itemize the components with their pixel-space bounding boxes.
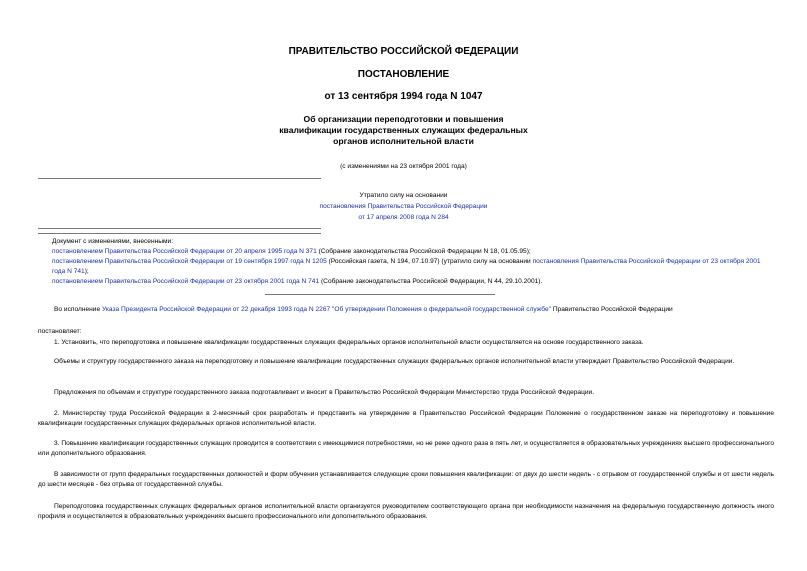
paragraph-5: 3. Повышение квалификации государственных служащих проводится в соответствии с имеющимися потребностями, но не реже одного раза в пять лет, и осуществляется в образовательных учреждениях высшего профессионального или дополнительного образования.: [38, 440, 774, 457]
divider: [38, 178, 321, 179]
change-link[interactable]: постановлением Правительства Российской Федерации от 19 сентября 1997 года N 1205: [52, 258, 327, 265]
document-type: ПОСТАНОВЛЕНИЕ: [357, 69, 450, 80]
decree-link[interactable]: Указа Президента Российской Федерации от 22 декабря 1993 года N 2267 "Об утверждении Положения о федеральной государственной службе": [101, 306, 551, 313]
document-title: [0, 114, 807, 147]
divider: [265, 294, 495, 295]
change-link[interactable]: постановлением Правительства Российской Федерации от 20 апреля 1995 года N 371: [52, 248, 317, 255]
divider: [38, 233, 321, 234]
paragraph-7: Переподготовка государственных служащих федеральных органов исполнительной власти организуется руководителем соответствующего органа при необходимости назначения на федеральную государственную должность иного профиля и осуществляется в образовательных учреждениях высшего профессионального или дополнительного образования.: [38, 503, 774, 520]
paragraph-6: В зависимости от групп федеральных государственных должностей и форм обучения устанавливается следующие сроки повышения квалификации: от двух до шести недель - с отрывом от государственной службы и от шести недель до шести месяцев - без отрыва от государственной службы.: [38, 471, 774, 488]
change-item: [52, 277, 774, 287]
change-link[interactable]: постановлением Правительства Российской Федерации от 23 октября 2001 года N 741: [52, 278, 320, 285]
resolves-label: постановляет:: [38, 328, 82, 335]
change-repeal-link[interactable]: постановления Правительства Российской Федерации от 23 октября 2001 года N 741: [52, 258, 761, 275]
paragraph-1: 1. Установить, что переподготовка и повышение квалификации государственных служащих федеральных органов исполнительной власти осуществляется на основе государственного заказа.: [54, 339, 644, 346]
title-line: квалификации государственных служащих федеральных: [279, 125, 528, 135]
change-source: (Российская газета, N 194, 07.10.97) (утратило силу на основании: [326, 258, 533, 265]
title-line: Об организации переподготовки и повышения: [303, 114, 504, 124]
lost-force-note: [0, 190, 807, 223]
change-end: );: [84, 268, 89, 275]
amendments-note: (с изменениями на 23 октября 2001 года): [340, 163, 467, 170]
change-source: (Собрание законодательства Российской Федерации, N 44, 29.10.2001).: [319, 278, 543, 285]
lost-force-text: Утратило силу на основании: [359, 192, 448, 199]
divider: [38, 228, 321, 229]
lost-force-link[interactable]: постановления Правительства Российской Федерации: [319, 203, 488, 210]
changes-list: [52, 237, 774, 287]
change-item: [52, 257, 774, 277]
changes-intro: Документ с изменениями, внесенными:: [52, 238, 174, 245]
change-source: (Собрание законодательства Российской Федерации N 18, 01.05.95);: [316, 248, 531, 255]
change-item: [52, 247, 774, 257]
government-heading: ПРАВИТЕЛЬСТВО РОССИЙСКОЙ ФЕДЕРАЦИИ: [288, 46, 519, 57]
paragraph-4: 2. Министерству труда Российской Федерации в 2-месячный срок разработать и представить на утверждение в Правительство Российской Федерации Положение о государственном заказе на переподготовку и повышение квалификации государственных служащих федеральных органов исполнительной власти.: [38, 410, 774, 427]
preamble-text-end: Правительство Российской Федерации: [550, 306, 673, 313]
lost-force-link-date[interactable]: от 17 апреля 2008 года N 284: [358, 214, 449, 221]
document-date-number: от 13 сентября 1994 года N 1047: [324, 91, 483, 102]
title-line: органов исполнительной власти: [333, 136, 474, 146]
paragraph-2: Объемы и структуру государственного заказа на переподготовку и повышение квалификации государственных служащих федеральных органов исполнительной власти утверждает Правительство Российской Федерации.: [54, 358, 735, 365]
paragraph-3: Предложения по объемам и структуре государственного заказа подготавливает и вносит в Правительство Российской Федерации Министерство труда Российской Федерации.: [54, 389, 595, 396]
preamble-text: Во исполнение: [54, 306, 102, 313]
preamble: [54, 305, 774, 315]
